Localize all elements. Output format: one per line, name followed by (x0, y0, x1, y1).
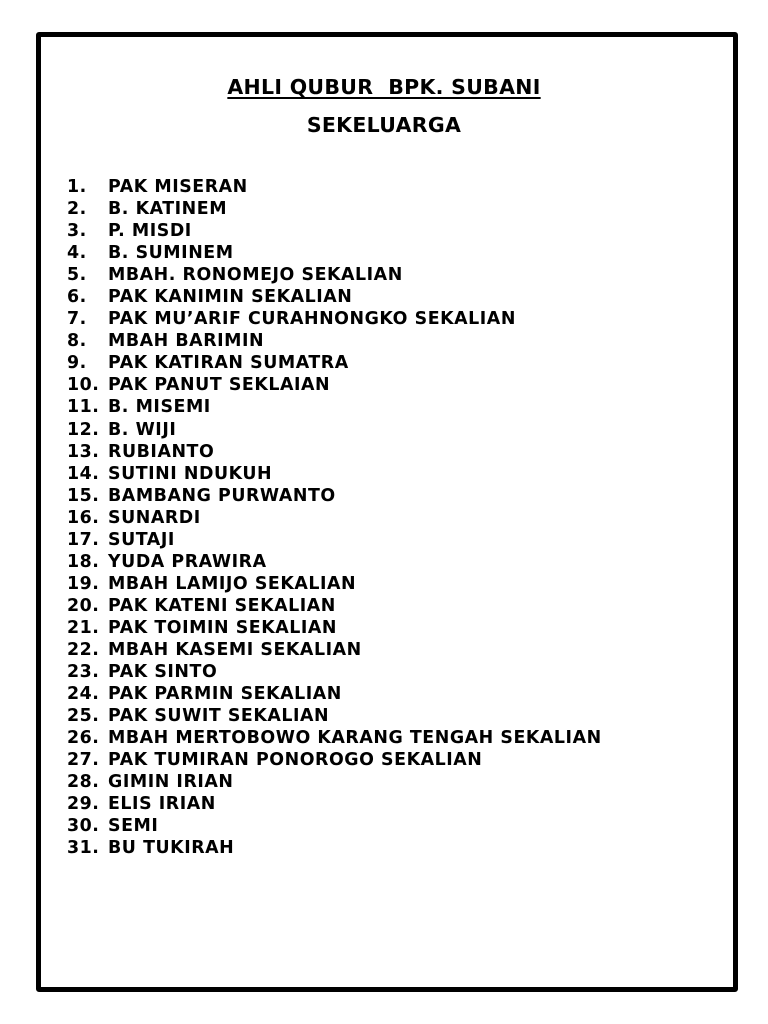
list-item (67, 529, 602, 551)
list-item-number: 24. (67, 684, 100, 705)
document-subtitle: SEKELUARGA (306, 113, 462, 137)
list-item-number: 20. (67, 595, 100, 616)
list-item-number: 5. (67, 265, 87, 286)
list-item-number: 14. (67, 463, 100, 484)
list-item-number: 21. (67, 617, 100, 638)
list-item-name: ELIS IRIAN (108, 794, 216, 815)
list-item (67, 639, 602, 661)
list-item (67, 176, 602, 198)
list-item-name: SEMI (108, 816, 159, 837)
list-item (67, 683, 602, 705)
list-item (67, 220, 602, 242)
list-item-number: 9. (67, 353, 87, 374)
list-item-number: 29. (67, 794, 100, 815)
list-item-name: PAK KATIRAN SUMATRA (108, 353, 349, 374)
list-item-name: MBAH LAMIJO SEKALIAN (108, 573, 357, 594)
list-item (67, 419, 602, 441)
list-item-name: SUNARDI (108, 507, 201, 528)
list-item (67, 308, 602, 330)
list-item-name: PAK KATENI SEKALIAN (108, 595, 336, 616)
list-item (67, 661, 602, 683)
list-item (67, 551, 602, 573)
list-item-name: MBAH KASEMI SEKALIAN (108, 639, 362, 660)
list-item (67, 793, 602, 815)
list-item-number: 26. (67, 728, 100, 749)
list-item-number: 6. (67, 287, 87, 308)
list-item-name: RUBIANTO (108, 441, 215, 462)
list-item-number: 4. (67, 243, 87, 264)
list-item-number: 11. (67, 397, 100, 418)
list-item-name: GIMIN IRIAN (108, 772, 234, 793)
list-item (67, 441, 602, 463)
list-item (67, 705, 602, 727)
list-item-number: 7. (67, 309, 87, 330)
list-item-number: 23. (67, 662, 100, 683)
list-item (67, 396, 602, 418)
list-item-number: 28. (67, 772, 100, 793)
name-list (67, 176, 602, 859)
list-item-number: 27. (67, 750, 100, 771)
list-item-name: MBAH MERTOBOWO KARANG TENGAH SEKALIAN (108, 728, 602, 749)
list-item-name: PAK MU’ARIF CURAHNONGKO SEKALIAN (108, 309, 516, 330)
list-item (67, 727, 602, 749)
list-item (67, 837, 602, 859)
list-item-name: PAK TUMIRAN PONOROGO SEKALIAN (108, 750, 483, 771)
list-item (67, 815, 602, 837)
list-item-name: SUTINI NDUKUH (108, 463, 273, 484)
list-item-name: B. SUMINEM (108, 243, 234, 264)
list-item (67, 264, 602, 286)
list-item-name: PAK SUWIT SEKALIAN (108, 706, 330, 727)
list-item (67, 485, 602, 507)
list-item (67, 507, 602, 529)
list-item-number: 17. (67, 529, 100, 550)
list-item-name: P. MISDI (108, 221, 192, 242)
list-item (67, 617, 602, 639)
list-item-name: B. MISEMI (108, 397, 211, 418)
list-item (67, 330, 602, 352)
list-item-number: 31. (67, 838, 100, 859)
list-item-name: PAK PARMIN SEKALIAN (108, 684, 342, 705)
list-item-name: MBAH BARIMIN (108, 331, 265, 352)
list-item (67, 198, 602, 220)
list-item-name: BU TUKIRAH (108, 838, 235, 859)
list-item (67, 771, 602, 793)
list-item-number: 10. (67, 375, 100, 396)
list-item-number: 18. (67, 551, 100, 572)
list-item-number: 15. (67, 485, 100, 506)
list-item-name: PAK TOIMIN SEKALIAN (108, 617, 337, 638)
list-item (67, 573, 602, 595)
list-item-number: 3. (67, 221, 87, 242)
list-item-name: PAK PANUT SEKLAIAN (108, 375, 331, 396)
list-item (67, 749, 602, 771)
list-item-name: PAK KANIMIN SEKALIAN (108, 287, 353, 308)
list-item-number: 12. (67, 419, 100, 440)
list-item (67, 242, 602, 264)
list-item-name: PAK SINTO (108, 662, 218, 683)
list-item-name: BAMBANG PURWANTO (108, 485, 336, 506)
list-item (67, 463, 602, 485)
document-title: AHLI QUBUR BPK. SUBANI (227, 75, 541, 99)
list-item (67, 374, 602, 396)
list-item-name: B. KATINEM (108, 199, 228, 220)
list-item (67, 352, 602, 374)
list-item-name: SUTAJI (108, 529, 175, 550)
list-item-name: PAK MISERAN (108, 177, 248, 197)
list-item-name: YUDA PRAWIRA (108, 551, 267, 572)
list-item-number: 30. (67, 816, 100, 837)
list-item-number: 13. (67, 441, 100, 462)
list-item-number: 22. (67, 639, 100, 660)
list-item-number: 2. (67, 199, 87, 220)
list-item-number: 19. (67, 573, 100, 594)
list-item-number: 1. (67, 177, 87, 197)
list-item (67, 595, 602, 617)
list-item-name: B. WIJI (108, 419, 177, 440)
list-item-number: 25. (67, 706, 100, 727)
list-item (67, 286, 602, 308)
list-item-number: 8. (67, 331, 87, 352)
list-item-number: 16. (67, 507, 100, 528)
list-item-name: MBAH. RONOMEJO SEKALIAN (108, 265, 403, 286)
